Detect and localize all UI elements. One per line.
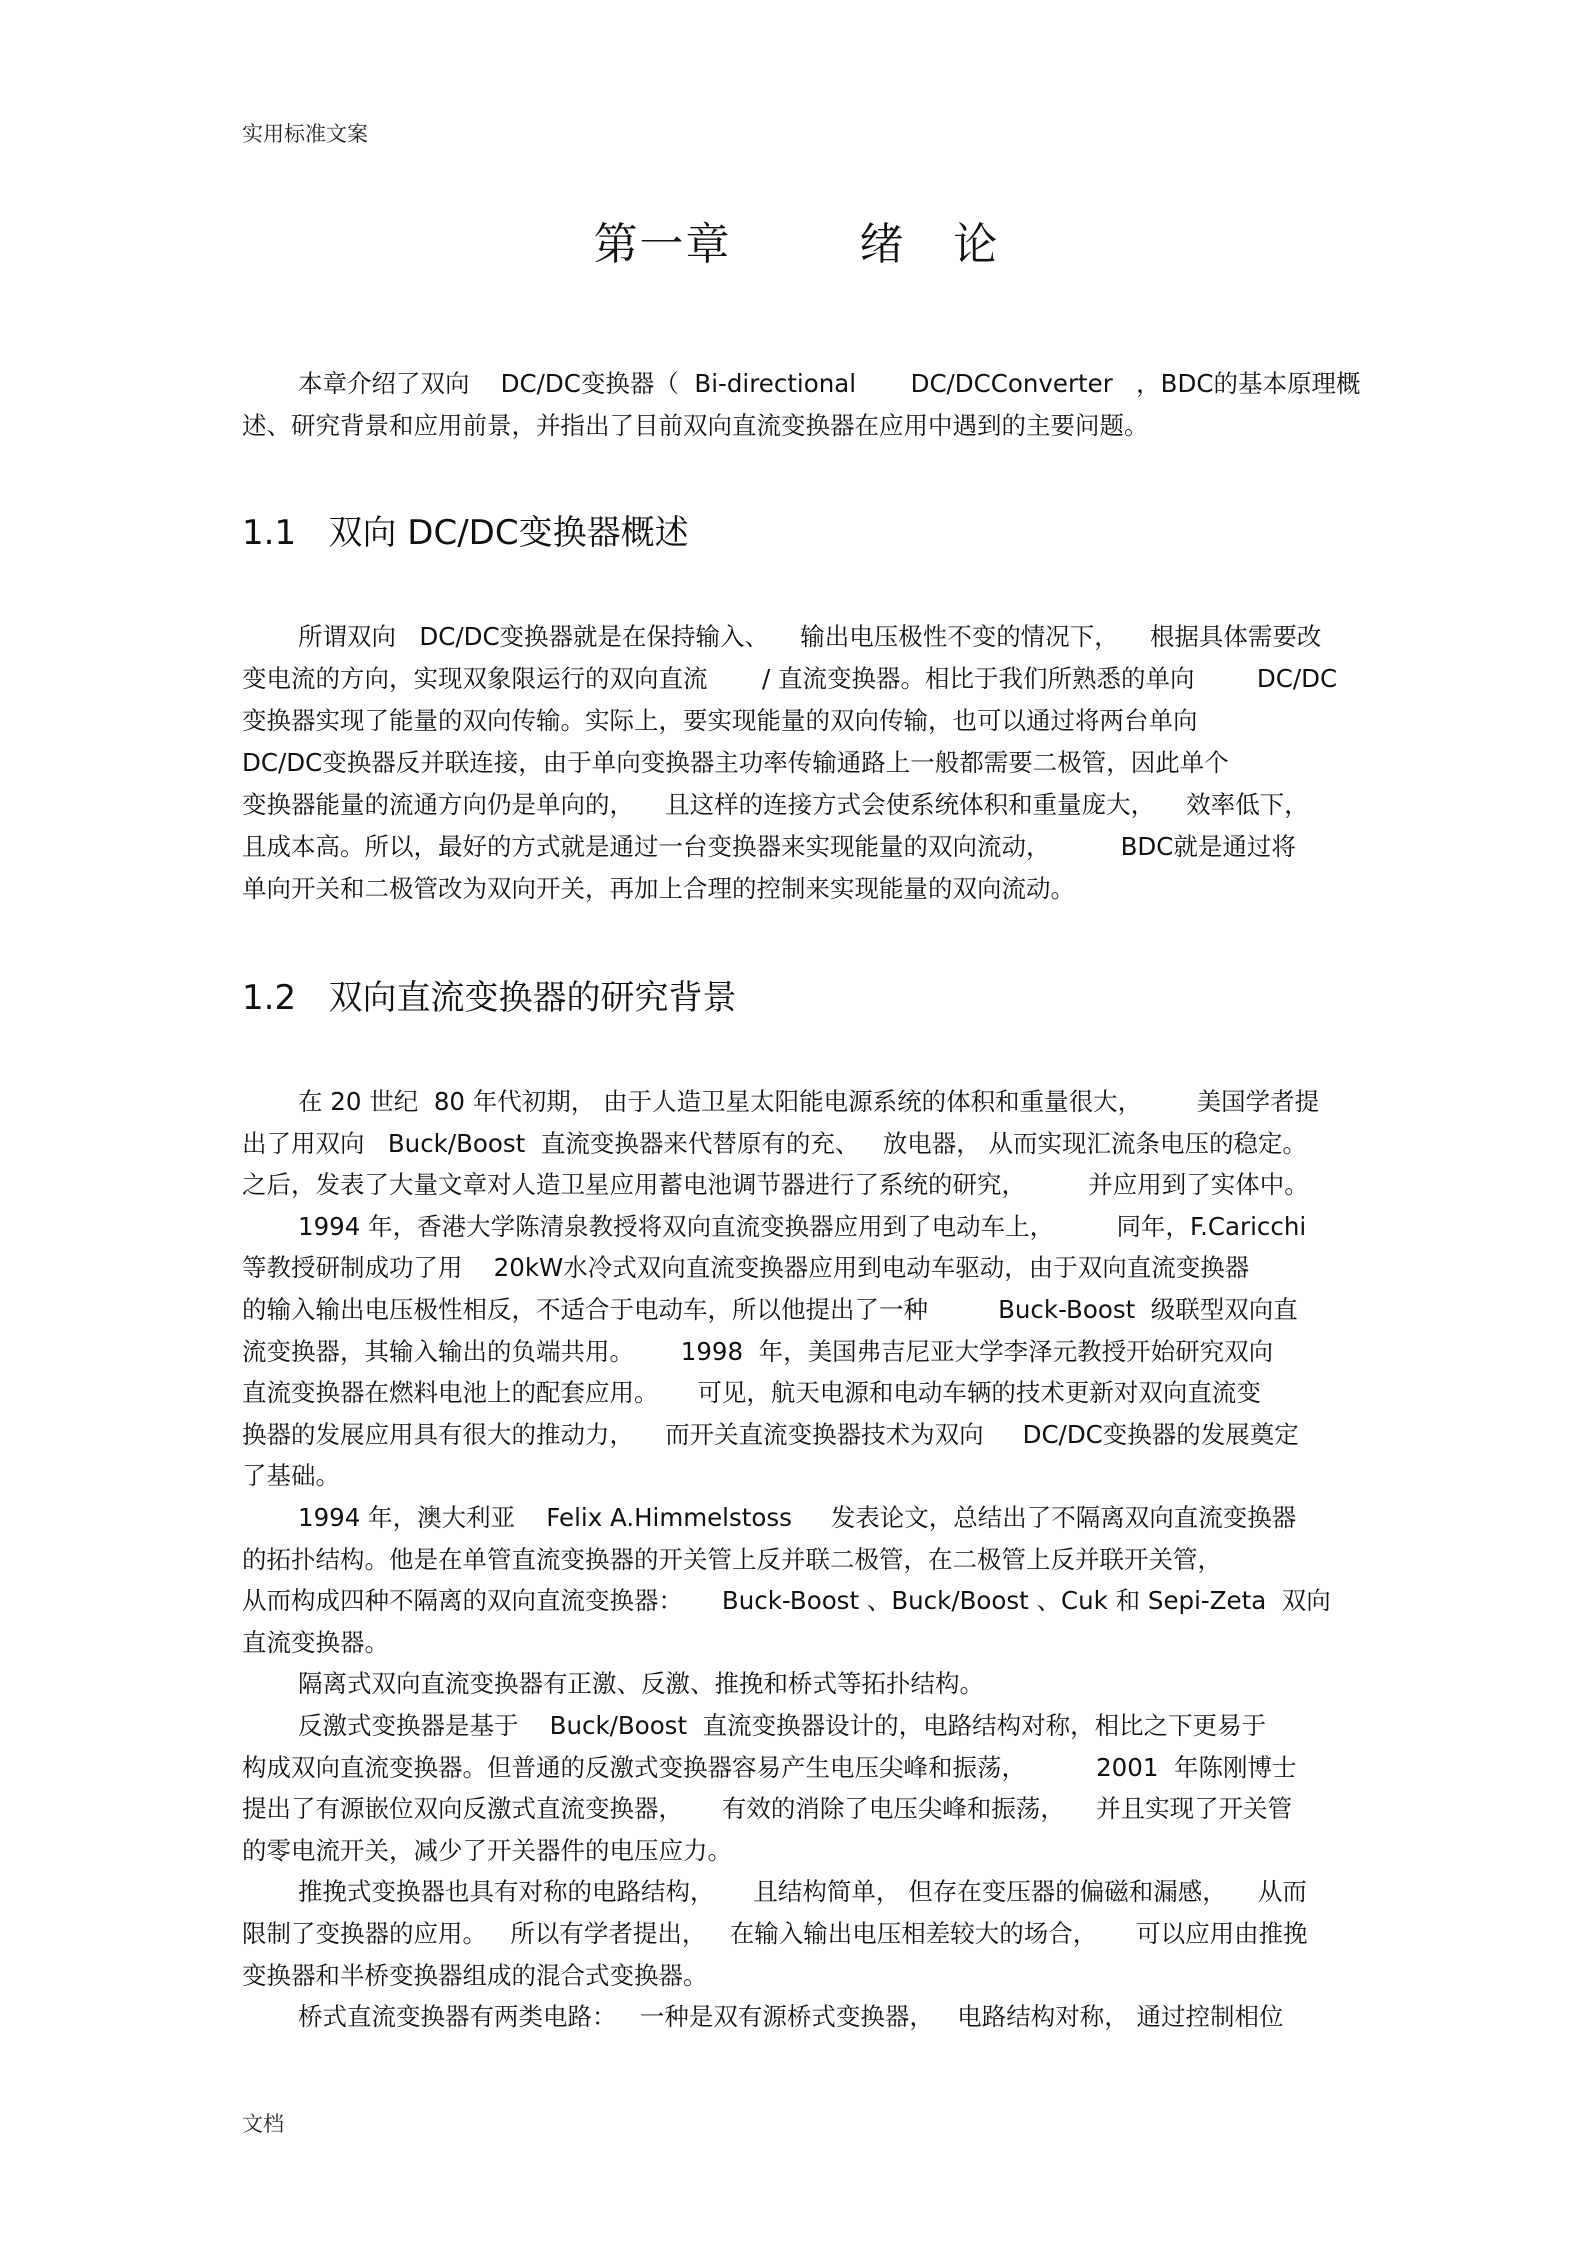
section-heading-1-1: 1.1 双向 DC/DC变换器概述 — [242, 513, 689, 553]
text-line: 在 20 世纪 80 年代初期， 由于人造卫星太阳能电源系统的体积和重量很大， 美国学者提 — [298, 1087, 1320, 1116]
text-line: 的拓扑结构。他是在单管直流变换器的开关管上反并联二极管，在二极管上反并联开关管， — [242, 1544, 1222, 1574]
text-line: 桥式直流变换器有两类电路： 一种是双有源桥式变换器， 电路结构对称， 通过控制相位 — [298, 2002, 1284, 2032]
text-line: 换器的发展应用具有很大的推动力， 而开关直流变换器技术为双向 DC/DC变换器的发展奠定 — [242, 1419, 1299, 1449]
text-line: 所谓双向 DC/DC变换器就是在保持输入、 输出电压极性不变的情况下， 根据具体需要改 — [298, 622, 1322, 651]
section-heading-1-2: 1.2 双向直流变换器的研究背景 — [242, 978, 737, 1018]
text-line: 且成本高。所以，最好的方式就是通过一台变换器来实现能量的双向流动， BDC就是通过将 — [242, 832, 1296, 861]
text-line: 变换器能量的流通方向仍是单向的， 且这样的连接方式会使系统体积和重量庞大， 效率低下， — [242, 790, 1309, 819]
text-line: 从而构成四种不隔离的双向直流变换器： Buck-Boost 、Buck/Boost 、Cuk 和 Sepi-Zeta 双向 — [242, 1586, 1331, 1616]
text-line: 反激式变换器是基于 Buck/Boost 直流变换器设计的，电路结构对称，相比之下更易于 — [298, 1711, 1267, 1740]
text-line: 直流变换器。 — [242, 1627, 389, 1657]
text-line: 单向开关和二极管改为双向开关，再加上合理的控制来实现能量的双向流动。 — [242, 874, 1075, 903]
text-line: 的零电流开关，减少了开关器件的电压应力。 — [242, 1835, 732, 1865]
text-line: 出了用双向 Buck/Boost 直流变换器来代替原有的充、 放电器， 从而实现汇流条电压的稳定。 — [242, 1128, 1307, 1158]
text-line: 变换器和半桥变换器组成的混合式变换器。 — [242, 1960, 708, 1990]
text-line: 等教授研制成功了用 20kW水冷式双向直流变换器应用到电动车驱动，由于双向直流变换器 — [242, 1253, 1250, 1283]
text-line: 了基础。 — [242, 1461, 340, 1491]
text-line: 的输入输出电压极性相反，不适合于电动车，所以他提出了一种 Buck-Boost 级联型双向直 — [242, 1295, 1298, 1324]
text-line: 1994 年，澳大利亚 Felix A.Himmelstoss 发表论文，总结出了不隔离双向直流变换器 — [298, 1503, 1297, 1532]
page-footer: 文档 — [242, 2112, 284, 2136]
text-line: 之后，发表了大量文章对人造卫星应用蓄电池调节器进行了系统的研究， 并应用到了实体中。 — [242, 1170, 1309, 1200]
text-line: 流变换器，其输入输出的负端共用。 1998 年，美国弗吉尼亚大学李泽元教授开始研究双向 — [242, 1336, 1274, 1366]
text-line: 直流变换器在燃料电池上的配套应用。 可见，航天电源和电动车辆的技术更新对双向直流变 — [242, 1378, 1261, 1408]
text-line: 本章介绍了双向 DC/DC变换器（ Bi-directional DC/DCConverter ，BDC的基本原理概 — [298, 369, 1361, 398]
text-line: 1994 年，香港大学陈清泉教授将双向直流变换器应用到了电动车上， 同年，F.Caricchi — [298, 1211, 1307, 1241]
chapter-title: 第一章 绪 论 — [593, 219, 1000, 270]
text-line: 提出了有源嵌位双向反激式直流变换器， 有效的消除了电压尖峰和振荡， 并且实现了开关管 — [242, 1794, 1293, 1824]
text-line: 述、研究背景和应用前景，并指出了目前双向直流变换器在应用中遇到的主要问题。 — [242, 411, 1149, 440]
text-line: 推挽式变换器也具有对称的电路结构， 且结构简单， 但存在变压器的偏磁和漏感， 从而 — [298, 1877, 1307, 1907]
text-line: 构成双向直流变换器。但普通的反激式变换器容易产生电压尖峰和振荡， 2001 年陈刚博士 — [242, 1752, 1297, 1782]
page-header: 实用标准文案 — [242, 122, 368, 146]
text-line: 隔离式双向直流变换器有正激、反激、推挽和桥式等拓扑结构。 — [298, 1669, 984, 1699]
text-line: 变换器实现了能量的双向传输。实际上，要实现能量的双向传输，也可以通过将两台单向 — [242, 706, 1198, 735]
text-line: 限制了变换器的应用。 所以有学者提出， 在输入输出电压相差较大的场合， 可以应用由推挽 — [242, 1919, 1308, 1948]
text-line: 变电流的方向，实现双象限运行的双向直流 / 直流变换器。相比于我们所熟悉的单向 DC/DC — [242, 664, 1338, 693]
text-line: DC/DC变换器反并联连接，由于单向变换器主功率传输通路上一般都需要二极管，因此单个 — [242, 748, 1229, 777]
